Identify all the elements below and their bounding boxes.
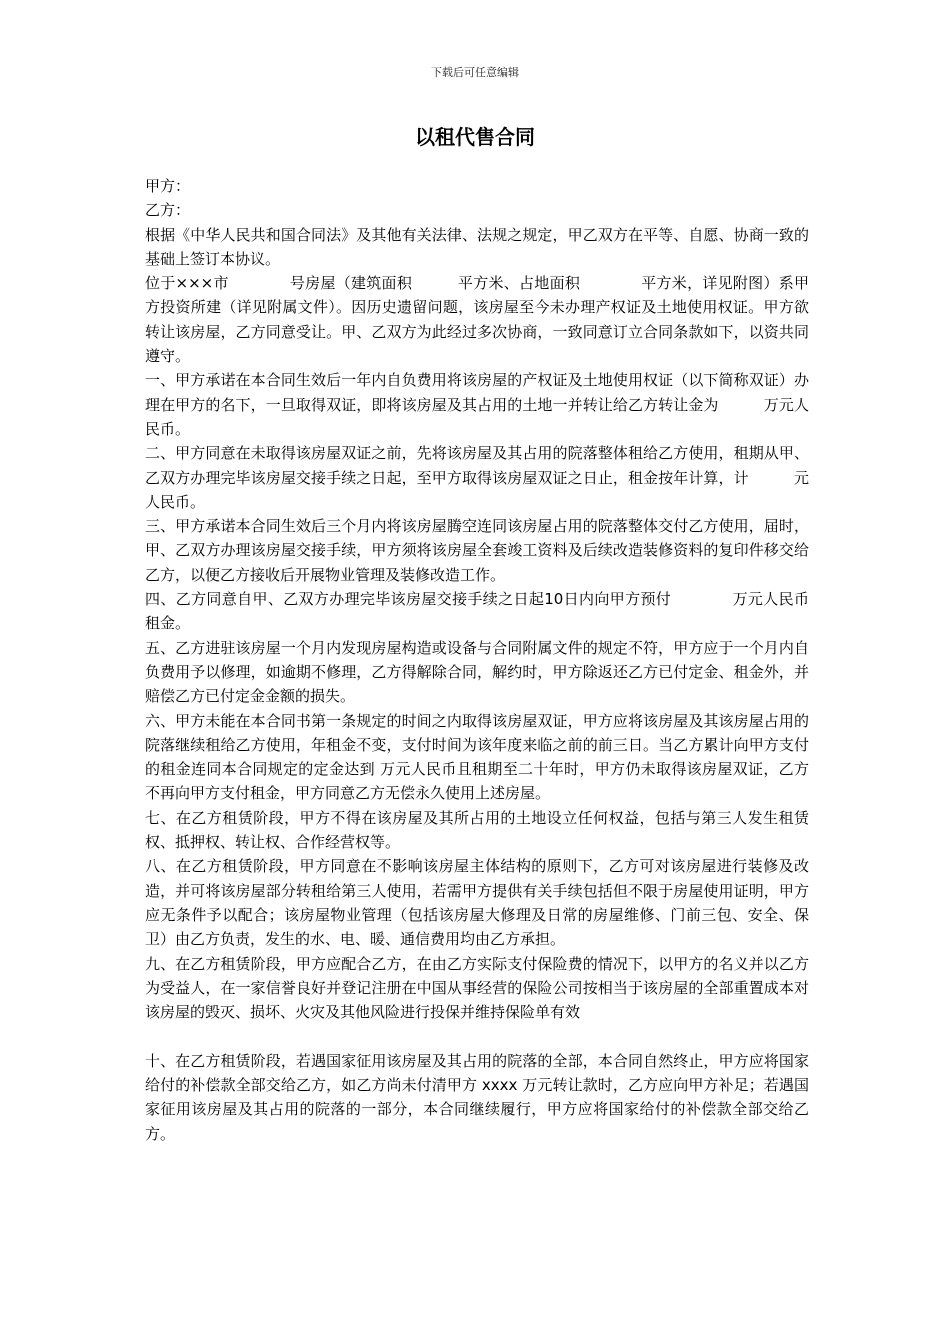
clause-10: 十、在乙方租赁阶段，若遇国家征用该房屋及其占用的院落的全部，本合同自然终止，甲方应将国家给付的补偿款全部交给乙方，如乙方尚未付清甲方 xxxx 万元转让款时，乙方应向甲方补足；若遇国家征用该房屋及其占用的院落的一部分，本合同继续履行，甲方应将国家给付的补偿款全部交给乙方。: [145, 1051, 809, 1143]
clause-4: 四、乙方同意自甲、乙双方办理完毕该房屋交接手续之日起10日内向甲方预付 万元人民币租金。: [145, 590, 809, 633]
party-b-line: 乙方：: [145, 201, 191, 220]
document-body: [145, 174, 809, 1146]
clause-3: 三、甲方承诺本合同生效后三个月内将该房屋腾空连同该房屋占用的院落整体交付乙方使用，届时，甲、乙双方办理该房屋交接手续，甲方须将该房屋全套竣工资料及后续改造装修资料的复印件移交给乙方，以便乙方接收后开展物业管理及装修改造工作。: [145, 517, 809, 584]
blank-line: [145, 1024, 809, 1048]
party-a-line: 甲方：: [145, 177, 191, 195]
header-note: 下载后可任意编辑: [431, 66, 519, 79]
clause-1: 一、甲方承诺在本合同生效后一年内自负费用将该房屋的产权证及土地使用权证（以下简称双证）办理在甲方的名下，一旦取得双证，即将该房屋及其占用的土地一并转让给乙方转让金为 万元人民币。: [145, 371, 809, 438]
clause-7: 七、在乙方租赁阶段，甲方不得在该房屋及其所占用的土地设立任何权益，包括与第三人发生租赁权、抵押权、转让权、合作经营权等。: [145, 808, 809, 852]
clause-2: 二、甲方同意在未取得该房屋双证之前，先将该房屋及其占用的院落整体租给乙方使用，租期从甲、乙双方办理完毕该房屋交接手续之日起，至甲方取得该房屋双证之日止，租金按年计算，计 元人民币。: [145, 444, 809, 511]
preamble-paragraph: 根据《中华人民共和国合同法》及其他有关法律、法规之规定，甲乙双方在平等、自愿、协商一致的基础上签订本协议。: [145, 225, 809, 268]
document-title: 以租代售合同: [415, 125, 535, 149]
clause-8: 八、在乙方租赁阶段，甲方同意在不影响该房屋主体结构的原则下，乙方可对该房屋进行装修及改造，并可将该房屋部分转租给第三人使用，若需甲方提供有关手续包括但不限于房屋使用证明，甲方应无条件予以配合；该房屋物业管理（包括该房屋大修理及日常的房屋维修、门前三包、安全、保卫）由乙方负责，发生的水、电、暖、通信费用均由乙方承担。: [145, 857, 809, 949]
clause-5: 五、乙方进驻该房屋一个月内发现房屋构造或设备与合同附属文件的规定不符，甲方应于一个月内自负费用予以修理，如逾期不修理，乙方得解除合同，解约时，甲方除返还乙方已付定金、租金外，并赔偿乙方已付定金金额的损失。: [145, 638, 809, 706]
property-description-paragraph: 位于×××市 号房屋（建筑面积 平方米、占地面积 平方米，详见附图）系甲方投资所建（详见附属文件）。因历史遗留问题，该房屋至今未办理产权证及土地使用权证。甲方欲转让该房屋，乙方同意受让。甲、乙双方为此经过多次协商，一致同意订立合同条款如下，以资共同遵守。: [145, 274, 809, 366]
clause-9: 九、在乙方租赁阶段，甲方应配合乙方，在由乙方实际支付保险费的情况下，以甲方的名义并以乙方为受益人，在一家信誉良好并登记注册在中国从事经营的保险公司按相当于该房屋的全部重置成本对该房屋的毁灭、损坏、火灾及其他风险进行投保并维持保险单有效: [145, 954, 809, 1022]
clause-6: 六、甲方未能在本合同书第一条规定的时间之内取得该房屋双证，甲方应将该房屋及其该房屋占用的院落继续租给乙方使用，年租金不变，支付时间为该年度来临之前的前三日。当乙方累计向甲方支付的租金连同本合同规定的定金达到 万元人民币且租期至二十年时，甲方仍未取得该房屋双证，乙方不再向甲方支付租金，甲方同意乙方无偿永久使用上述房屋。: [145, 711, 809, 803]
